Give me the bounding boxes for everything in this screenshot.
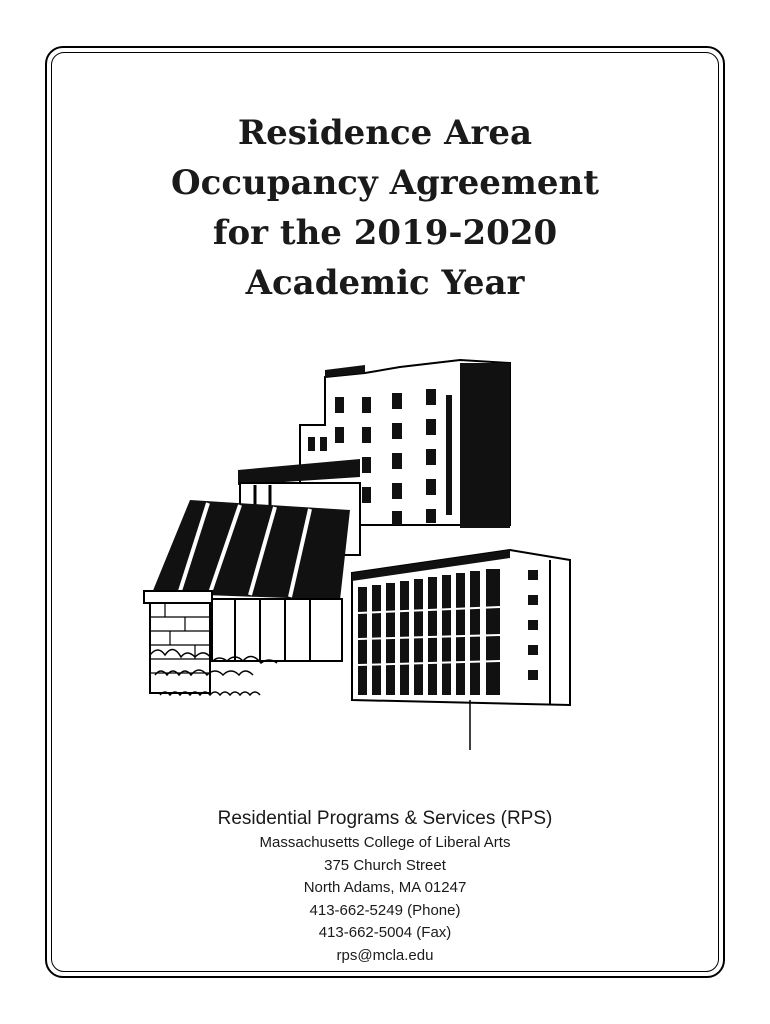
office-name: Residential Programs & Services (RPS) xyxy=(217,808,553,829)
title-line-3: for the 2019-2020 xyxy=(212,213,558,253)
contact-block xyxy=(150,806,620,967)
title-line-2: Occupancy Agreement xyxy=(171,163,599,203)
email-address: rps@mcla.edu xyxy=(336,946,434,964)
sloped-roof-building xyxy=(144,500,350,695)
phone-number: 413-662-5249 (Phone) xyxy=(309,901,461,919)
document-title xyxy=(100,108,670,308)
title-line-4: Academic Year xyxy=(245,263,525,303)
grid-building xyxy=(352,550,570,750)
city-state-zip: North Adams, MA 01247 xyxy=(303,879,467,896)
fax-number: 413-662-5004 (Fax) xyxy=(318,924,452,941)
college-name: Massachusetts College of Liberal Arts xyxy=(259,834,511,851)
title-line-1: Residence Area xyxy=(237,113,533,153)
street-address: 375 Church Street xyxy=(324,856,446,874)
residence-buildings-illustration xyxy=(130,355,590,755)
